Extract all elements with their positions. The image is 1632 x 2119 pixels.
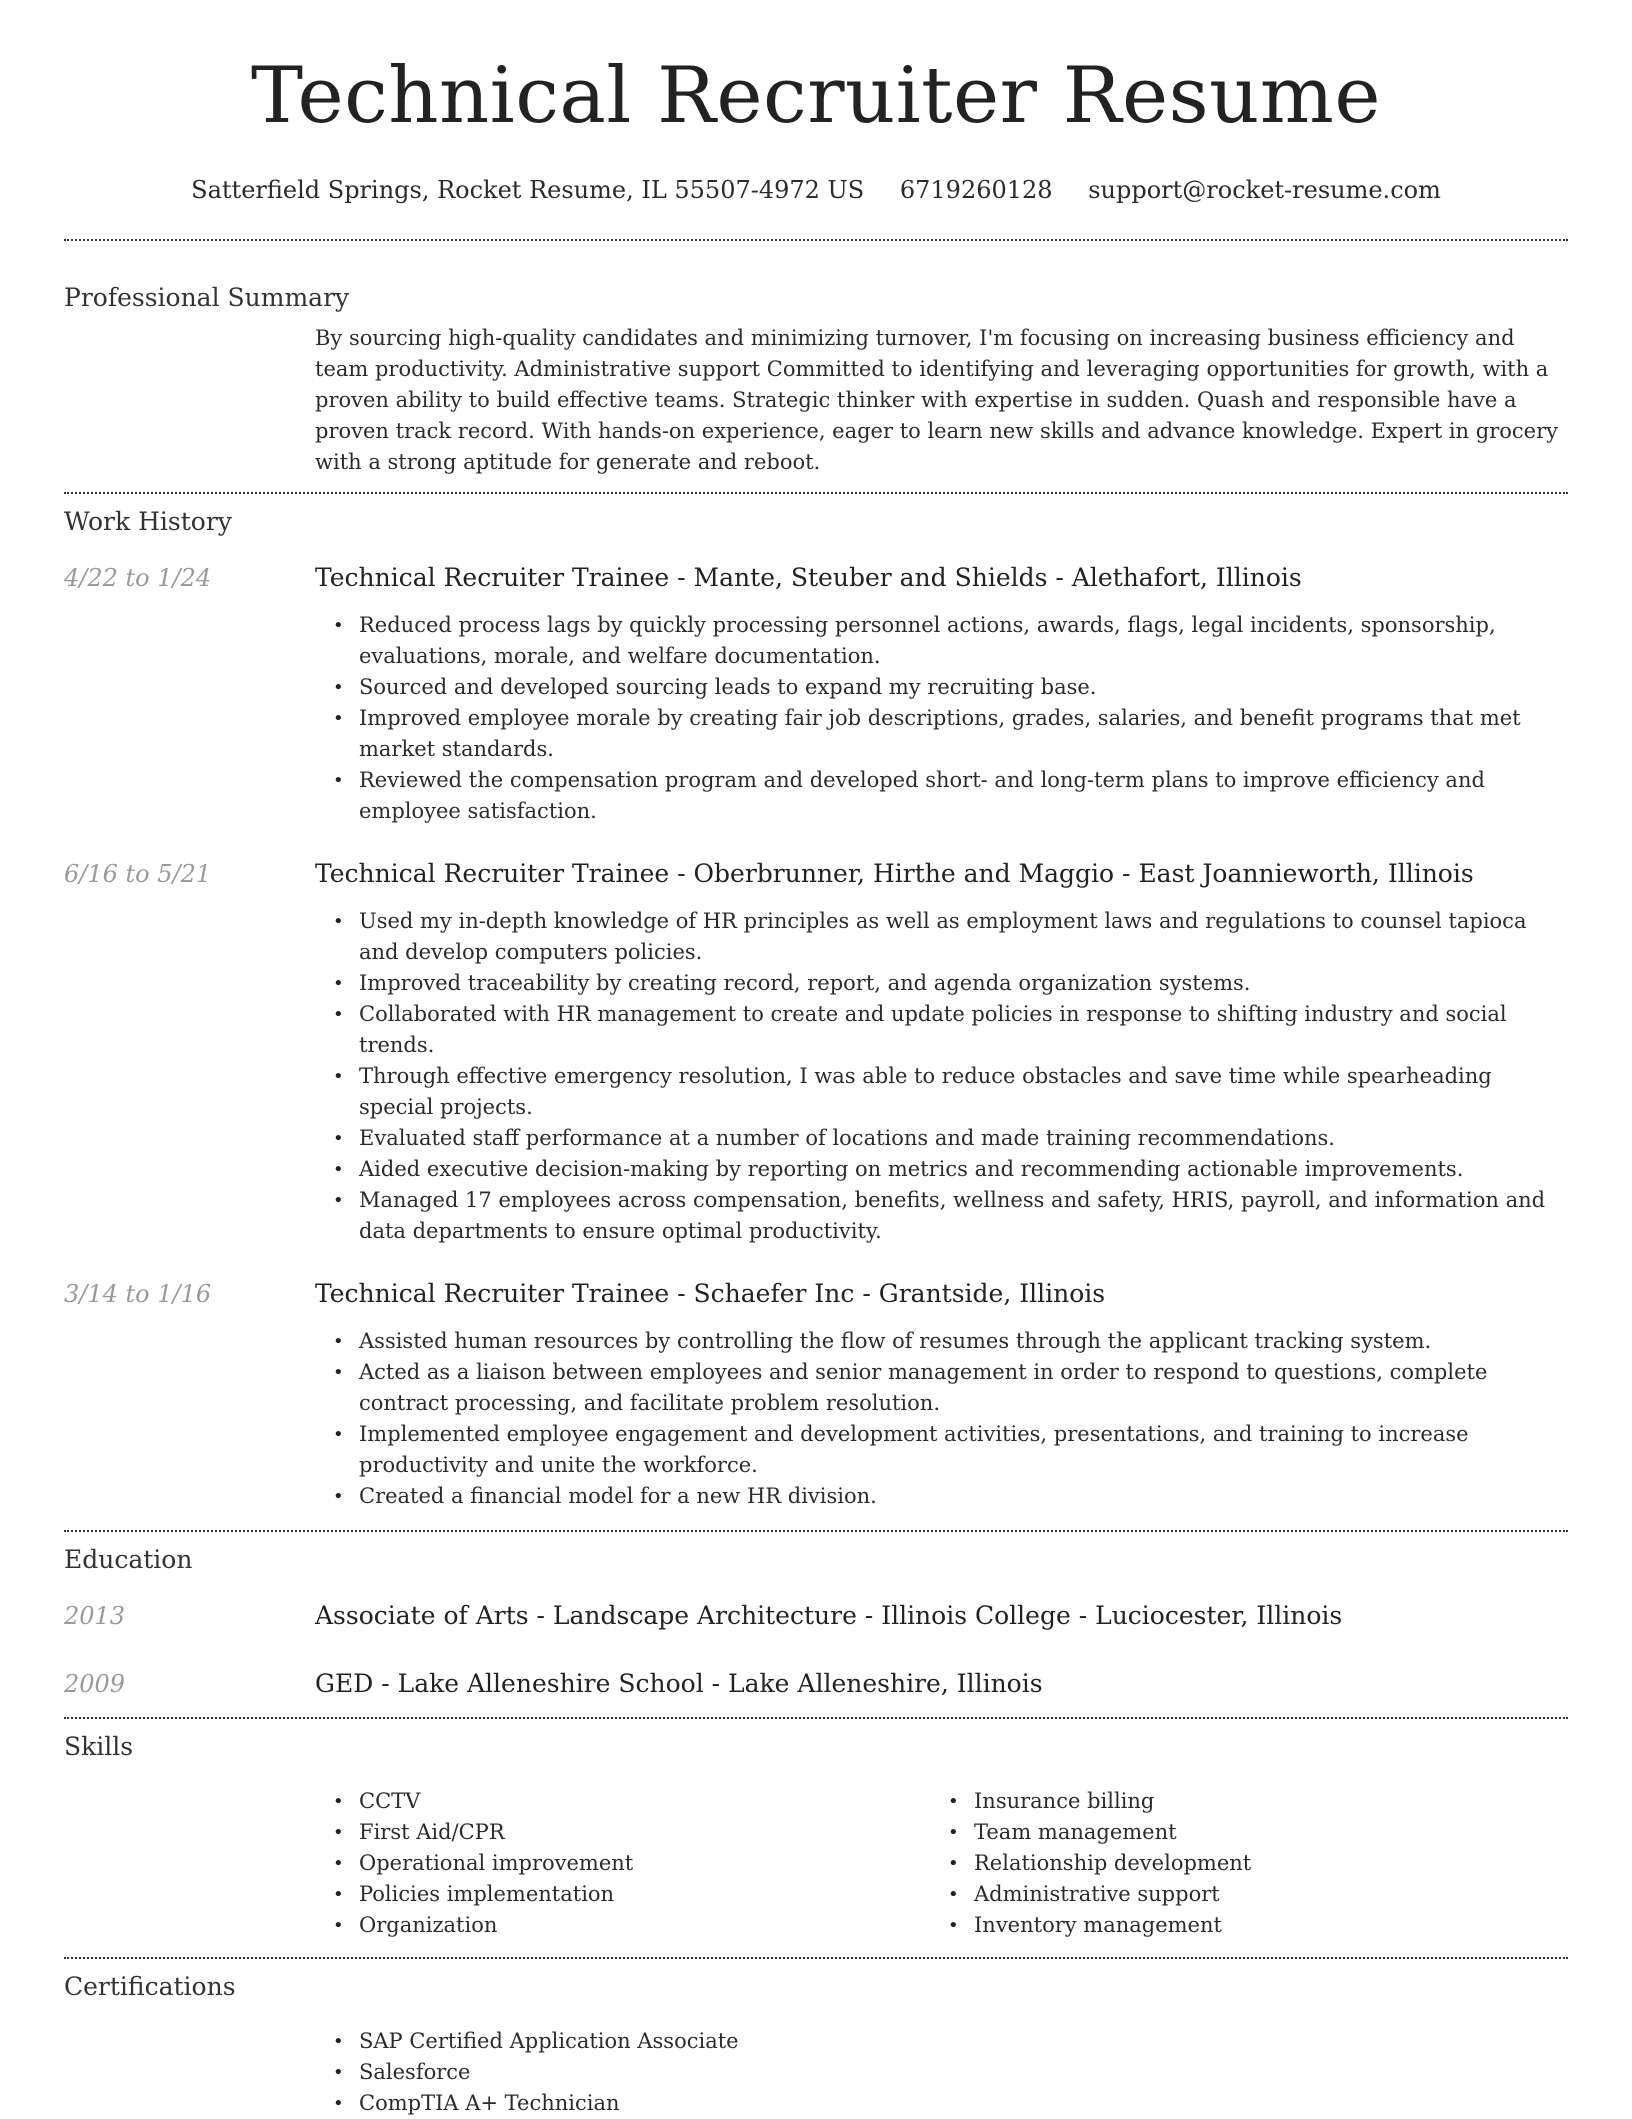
contact-line [64,174,1568,206]
list-item: • CCTV [359,1786,930,1817]
list-item: • Used my in-depth knowledge of HR principles as well as employment laws and regulations to counsel tapioca and develop computers policies. [359,906,1568,968]
section-heading-skills: Skills [64,1732,134,1761]
list-item: • Reduced process lags by quickly processing personnel actions, awards, flags, legal incidents, sponsorship, evaluations, morale, and welfare documentation. [359,610,1568,672]
summary-text: By sourcing high-quality candidates and minimizing turnover, I'm focusing on increasing business efficiency and team productivity. Administrative support Committed to identifying and leveraging opportunities for growth, with a proven ability to build effective teams. Strategic thinker with expertise in sudden. Quash and responsible have a proven track record. With hands-on experience, eager to learn new skills and advance knowledge. Expert in grocery with a strong aptitude for generate and reboot. [315,326,1558,474]
list-item: • Sourced and developed sourcing leads to expand my recruiting base. [359,672,1568,703]
job-entry [64,857,1568,1247]
job-bullets [315,610,1568,827]
phone-text: 6719260128 [899,176,1053,204]
list-item: • Evaluated staff performance at a number of locations and made training recommendations. [359,1123,1568,1154]
certifications-section [64,1959,1568,2119]
job-dates: 4/22 to 1/24 [64,564,212,592]
skills-columns [315,1786,1568,1941]
education-section [64,1532,1568,1701]
job-entry [64,1277,1568,1512]
list-item: • CompTIA A+ Technician [359,2088,1568,2119]
list-item: • Aided executive decision-making by reporting on metrics and recommending actionable improvements. [359,1154,1568,1185]
section-heading-summary: Professional Summary [64,283,350,312]
list-item: • Implemented employee engagement and development activities, presentations, and training to increase productivity and unite the workforce. [359,1419,1568,1481]
list-item: • Administrative support [974,1879,1545,1910]
list-item: • Operational improvement [359,1848,930,1879]
skills-section [64,1719,1568,1941]
job-dates: 6/16 to 5/21 [64,860,212,888]
list-item: • Created a financial model for a new HR division. [359,1481,1568,1512]
education-entry [64,1599,1568,1633]
job-title: Technical Recruiter Trainee [315,563,670,592]
page-title: Technical Recruiter Resume [250,51,1382,141]
work-history-section [64,494,1568,1512]
job-company: Schaefer Inc [693,1279,855,1308]
list-item: • Team management [974,1817,1545,1848]
skills-list-left [315,1786,930,1941]
list-item: • Improved employee morale by creating fair job descriptions, grades, salaries, and benefit programs that met market standards. [359,703,1568,765]
job-company: Mante, Steuber and Shields [693,563,1048,592]
list-item: • Managed 17 employees across compensation, benefits, wellness and safety, HRIS, payroll, and information and data departments to ensure optimal productivity. [359,1185,1568,1247]
certifications-list [315,2026,1568,2119]
job-title-line: Technical Recruiter Trainee - Mante, Steuber and Shields - Alethafort, Illinois [315,563,1302,592]
list-item: • Through effective emergency resolution, I was able to reduce obstacles and save time while spearheading special projects. [359,1061,1568,1123]
list-item: • Reviewed the compensation program and developed short- and long-term plans to improve efficiency and employee satisfaction. [359,765,1568,827]
education-year: 2013 [64,1602,126,1630]
job-bullets [315,906,1568,1247]
resume-page [64,0,1568,2119]
list-item: • Collaborated with HR management to create and update policies in response to shifting industry and social trends. [359,999,1568,1061]
job-location: Grantside, Illinois [878,1279,1106,1308]
section-heading-certifications: Certifications [64,1972,236,2001]
job-location: Alethafort, Illinois [1071,563,1302,592]
job-title: Technical Recruiter Trainee [315,1279,670,1308]
section-heading-work-history: Work History [64,507,232,536]
education-text: Associate of Arts - Landscape Architecture - Illinois College - Luciocester, Illinois [315,1601,1343,1630]
list-item: • Improved traceability by creating record, report, and agenda organization systems. [359,968,1568,999]
list-item: • Insurance billing [974,1786,1545,1817]
job-dates: 3/14 to 1/16 [64,1280,212,1308]
education-entry [64,1667,1568,1701]
section-heading-education: Education [64,1545,193,1574]
list-item: • Assisted human resources by controlling the flow of resumes through the applicant tracking system. [359,1326,1568,1357]
list-item: • SAP Certified Application Associate [359,2026,1568,2057]
job-bullets [315,1326,1568,1512]
list-item: • Organization [359,1910,930,1941]
list-item: • First Aid/CPR [359,1817,930,1848]
summary-section [64,241,1568,478]
job-entry [64,561,1568,827]
job-location: East Joannieworth, Illinois [1138,859,1474,888]
list-item: • Inventory management [974,1910,1545,1941]
job-title-line: Technical Recruiter Trainee - Schaefer Inc - Grantside, Illinois [315,1279,1106,1308]
list-item: • Acted as a liaison between employees and senior management in order to respond to questions, complete contract processing, and facilitate problem resolution. [359,1357,1568,1419]
address-text: Satterfield Springs, Rocket Resume, IL 55507-4972 US [191,176,865,204]
list-item: • Salesforce [359,2057,1568,2088]
list-item: • Policies implementation [359,1879,930,1910]
job-company: Oberbrunner, Hirthe and Maggio [693,859,1115,888]
email-text: support@rocket-resume.com [1088,176,1441,204]
list-item: • Relationship development [974,1848,1545,1879]
education-year: 2009 [64,1670,126,1698]
skills-list-right [930,1786,1545,1941]
education-text: GED - Lake Alleneshire School - Lake Alleneshire, Illinois [315,1669,1043,1698]
job-title: Technical Recruiter Trainee [315,859,670,888]
job-title-line: Technical Recruiter Trainee - Oberbrunner, Hirthe and Maggio - East Joannieworth, Illinois [315,859,1474,888]
